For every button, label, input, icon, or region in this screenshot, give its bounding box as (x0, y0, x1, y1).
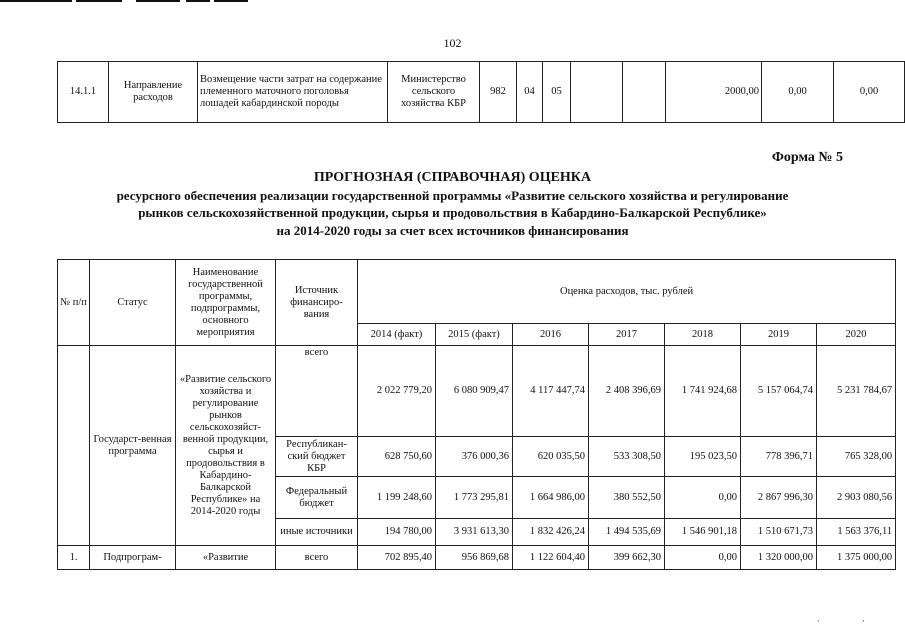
value-cell: 2 022 779,20 (358, 346, 436, 437)
value-cell: 4 117 447,74 (513, 346, 589, 437)
row-value-1: 2000,00 (666, 62, 762, 123)
title-line-3: рынков сельскохозяйственной продукции, сырья и продовольствия в Кабардино-Балкарской Республике» (138, 205, 767, 220)
value-cell: 1 563 376,11 (817, 519, 896, 546)
source-cell: всего (276, 346, 358, 437)
row-empty-1 (571, 62, 623, 123)
header-year: 2019 (741, 324, 817, 346)
page-number: 102 (443, 36, 462, 50)
value-cell: 0,00 (665, 546, 741, 570)
value-cell: 2 903 080,56 (817, 477, 896, 519)
row-code-c3: 05 (543, 62, 571, 123)
scan-edge-marks (0, 0, 905, 4)
row-value-3: 0,00 (834, 62, 905, 123)
value-cell: 1 741 924,68 (665, 346, 741, 437)
value-cell: 1 773 295,81 (436, 477, 513, 519)
row-value-2: 0,00 (762, 62, 834, 123)
header-num: № п/п (58, 260, 90, 346)
source-cell: Федеральный бюджет (276, 477, 358, 519)
program-status: Государст-венная программа (90, 346, 176, 546)
value-cell: 765 328,00 (817, 437, 896, 477)
value-cell: 6 080 909,47 (436, 346, 513, 437)
value-cell: 1 546 901,18 (665, 519, 741, 546)
row-code-c1: 982 (480, 62, 517, 123)
value-cell: 376 000,36 (436, 437, 513, 477)
value-cell: 195 023,50 (665, 437, 741, 477)
value-cell: 5 231 784,67 (817, 346, 896, 437)
value-cell: 620 035,50 (513, 437, 589, 477)
title-line-1: ПРОГНОЗНАЯ (СПРАВОЧНАЯ) ОЦЕНКА (313, 170, 592, 185)
value-cell: 1 510 671,73 (741, 519, 817, 546)
header-year: 2020 (817, 324, 896, 346)
source-cell: иные источники (276, 519, 358, 546)
value-cell: 1 320 000,00 (741, 546, 817, 570)
value-cell: 194 780,00 (358, 519, 436, 546)
title-line-4: на 2014-2020 годы за счет всех источников финансирования (276, 223, 629, 238)
table-row (58, 62, 905, 123)
program-num (58, 346, 90, 546)
header-year: 2018 (665, 324, 741, 346)
scan-speck-marks: · · (816, 616, 885, 626)
value-cell: 399 662,30 (589, 546, 665, 570)
financing-table (57, 259, 896, 570)
row-ministry: Министерство сельского хозяйства КБР (388, 62, 480, 123)
program-name: «Развитие сельского хозяйства и регулирование рынков сельскохозяйст-венной продукции, сырья и продовольствия в Кабардино-Балкарской Республике» на 2014-2020 годы (176, 346, 276, 546)
value-cell: 956 869,68 (436, 546, 513, 570)
row-code-c2: 04 (517, 62, 543, 123)
value-cell: 0,00 (665, 477, 741, 519)
value-cell: 628 750,60 (358, 437, 436, 477)
value-cell: 2 867 996,30 (741, 477, 817, 519)
value-cell: 1 664 986,00 (513, 477, 589, 519)
value-cell: 1 199 248,60 (358, 477, 436, 519)
header-estimate: Оценка расходов, тыс. рублей (358, 260, 896, 324)
subprogram-num: 1. (58, 546, 90, 570)
source-cell: Республикан-ский бюджет КБР (276, 437, 358, 477)
header-source: Источник финансиро-вания (276, 260, 358, 346)
table-row (58, 346, 896, 437)
value-cell: 380 552,50 (589, 477, 665, 519)
value-cell: 2 408 396,69 (589, 346, 665, 437)
value-cell: 3 931 613,30 (436, 519, 513, 546)
table-row (58, 546, 896, 570)
row-status: Направление расходов (109, 62, 198, 123)
subprogram-status: Подпрограм- (90, 546, 176, 570)
value-cell: 1 375 000,00 (817, 546, 896, 570)
header-row (58, 260, 896, 324)
subprogram-name: «Развитие (176, 546, 276, 570)
value-cell: 1 832 426,24 (513, 519, 589, 546)
value-cell: 1 494 535,69 (589, 519, 665, 546)
row-empty-2 (623, 62, 666, 123)
top-continuation-table (57, 61, 905, 123)
header-name: Наименование государственной программы, подпрограммы, основного мероприятия (176, 260, 276, 346)
value-cell: 702 895,40 (358, 546, 436, 570)
value-cell: 778 396,71 (741, 437, 817, 477)
header-year: 2016 (513, 324, 589, 346)
value-cell: 533 308,50 (589, 437, 665, 477)
value-cell: 5 157 064,74 (741, 346, 817, 437)
source-cell: всего (276, 546, 358, 570)
value-cell: 1 122 604,40 (513, 546, 589, 570)
row-code: 14.1.1 (58, 62, 109, 123)
header-year: 2015 (факт) (436, 324, 513, 346)
header-year: 2014 (факт) (358, 324, 436, 346)
header-year: 2017 (589, 324, 665, 346)
header-status: Статус (90, 260, 176, 346)
form-label: Форма № 5 (771, 150, 843, 165)
row-name: Возмещение части затрат на содержание племенного маточного поголовья лошадей кабардинской породы (198, 62, 388, 123)
title-line-2: ресурсного обеспечения реализации государственной программы «Развитие сельского хозяйства и регулирование (116, 188, 789, 203)
